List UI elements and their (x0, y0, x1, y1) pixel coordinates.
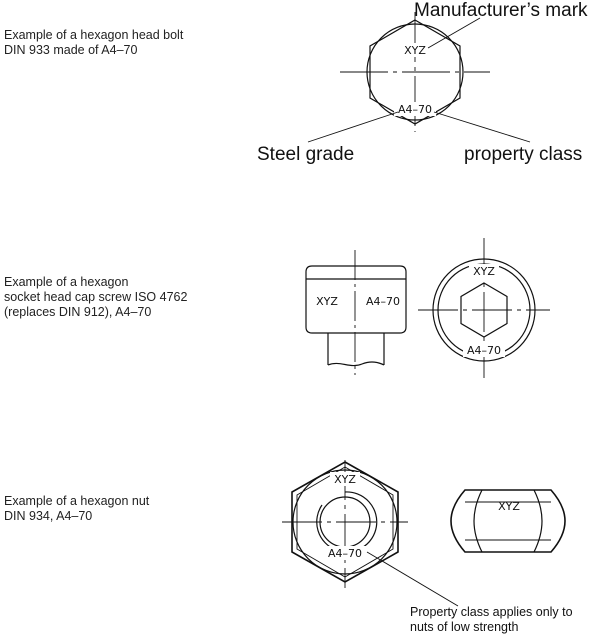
screw-top-xyz: XYZ (473, 265, 495, 278)
socket-screw-top-view (418, 238, 550, 378)
nut-top-view (282, 460, 458, 606)
manufacturers-mark-label: Manufacturer’s mark (414, 0, 588, 21)
nut-note-line-1: Property class applies only to (410, 605, 573, 619)
screw-shank (328, 333, 384, 366)
socket-screw-caption-line-2: socket head cap screw ISO 4762 (4, 290, 188, 304)
steel-grade-leader-line (308, 112, 398, 142)
nut-caption-line-2: DIN 934, A4–70 (4, 509, 93, 523)
nut-note-line-2: nuts of low strength (410, 620, 519, 634)
nut-side-xyz: XYZ (498, 500, 520, 513)
bolt-caption-line-1: Example of a hexagon head bolt (4, 28, 184, 42)
nut-caption-line-1: Example of a hexagon nut (4, 494, 150, 508)
socket-screw-caption-line-3: (replaces DIN 912), A4–70 (4, 305, 152, 319)
bolt-caption-line-2: DIN 933 made of A4–70 (4, 43, 138, 57)
screw-top-a470: A4–70 (466, 344, 502, 357)
screw-side-xyz: XYZ (316, 295, 338, 308)
nut-note-leader-line (367, 552, 458, 606)
bolt-top-view (308, 12, 530, 142)
nut-top-xyz: XYZ (334, 473, 356, 486)
nut-side-view (451, 490, 565, 552)
bolt-mark-a470: A4–70 (397, 103, 433, 116)
screw-side-a470: A4–70 (365, 295, 401, 308)
property-class-label: property class (464, 144, 583, 165)
bolt-mark-xyz: XYZ (404, 44, 426, 57)
socket-screw-side-view (306, 250, 406, 375)
steel-grade-label: Steel grade (257, 144, 355, 165)
nut-top-a470: A4–70 (327, 547, 363, 560)
property-class-leader-line (434, 112, 530, 142)
socket-screw-caption-line-1: Example of a hexagon (4, 275, 129, 289)
